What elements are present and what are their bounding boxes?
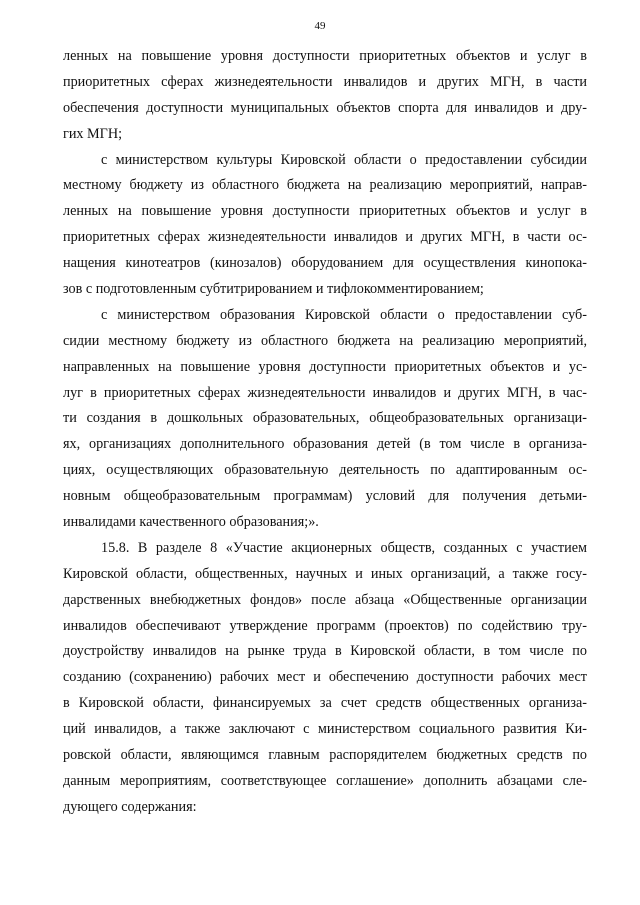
text-line: инвалидами качественного образования;». [63, 514, 319, 531]
text-line: приоритетных сферах жизнедеятельности инвалидов и других МГН, в части ос- [63, 229, 587, 246]
text-line: данным мероприятиям, соответствующее соглашение» дополнить абзацами сле- [63, 772, 587, 789]
text-line: ровской области, являющимся главным распорядителем бюджетных средств по [63, 747, 587, 764]
text-line: новным общеобразовательным программам) условий для получения детьми- [63, 488, 587, 505]
text-line: Кировской области, общественных, научных и иных организаций, а также госу- [63, 565, 587, 582]
text-line: инвалидов обеспечивают утверждение программ (проектов) по содействию тру- [63, 617, 587, 634]
document-body [63, 44, 587, 821]
text-line: направленных на повышение уровня доступности приоритетных объектов и ус- [63, 358, 587, 375]
text-line: ленных на повышение уровня доступности приоритетных объектов и услуг в [63, 203, 587, 220]
text-line: местному бюджету из областного бюджета на реализацию мероприятий, направ- [63, 177, 587, 194]
text-line: с министерством культуры Кировской области о предоставлении субсидии [101, 151, 587, 168]
text-line: обеспечения доступности муниципальных объектов спорта для инвалидов и дру- [63, 99, 587, 116]
paragraph-continuation [63, 44, 587, 148]
paragraph-education-ministry [63, 303, 587, 536]
page-number: 49 [314, 20, 326, 32]
text-line: циях, осуществляющих образовательную деятельность по адаптированным ос- [63, 462, 587, 479]
text-line: 15.8. В разделе 8 «Участие акционерных обществ, созданных с участием [101, 539, 587, 556]
text-line: ций инвалидов, а также заключают с министерством социального развития Ки- [63, 721, 587, 738]
text-line: сидии местному бюджету из областного бюджета на реализацию мероприятий, [63, 332, 587, 349]
text-line: доустройству инвалидов на рынке труда в Кировской области, в том числе по [63, 643, 587, 660]
text-line: дарственных внебюджетных фондов» после абзаца «Общественные организации [63, 591, 587, 608]
text-line: ях, организациях дополнительного образования детей (в том числе в организа- [63, 436, 587, 453]
text-line: зов с подготовленным субтитрированием и тифлокомментированием; [63, 281, 484, 298]
paragraph-culture-ministry [63, 148, 587, 303]
text-line: нащения кинотеатров (кинозалов) оборудованием для осуществления кинопока- [63, 255, 587, 272]
text-line: ленных на повышение уровня доступности приоритетных объектов и услуг в [63, 48, 587, 64]
text-line: в Кировской области, финансируемых за счет средств общественных организа- [63, 695, 587, 712]
text-line: дующего содержания: [63, 798, 197, 815]
text-line: луг в приоритетных сферах жизнедеятельности инвалидов и других МГН, в час- [63, 384, 587, 401]
text-line: с министерством образования Кировской области о предоставлении суб- [101, 306, 587, 323]
text-line: созданию (сохранению) рабочих мест и обеспечению доступности рабочих мест [63, 669, 587, 686]
paragraph-section-15-8 [63, 536, 587, 821]
text-line: гих МГН; [63, 125, 123, 142]
text-line: приоритетных сферах жизнедеятельности инвалидов и других МГН, в части [63, 73, 587, 90]
text-line: ти создания в дошкольных образовательных, общеобразовательных организаци- [63, 410, 587, 427]
